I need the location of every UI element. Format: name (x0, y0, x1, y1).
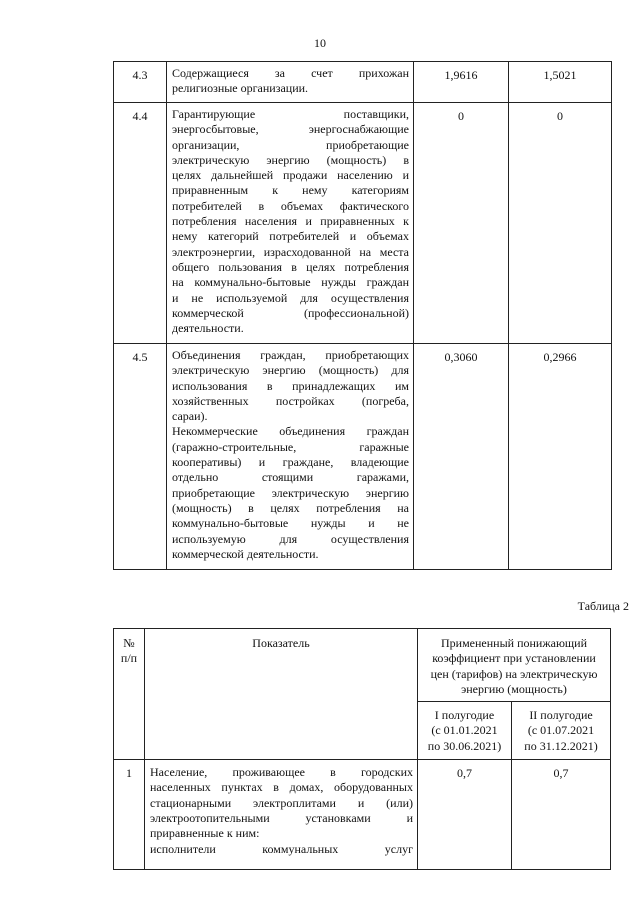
row-description: Население, проживающее в городских населенных пунктах в домах, оборудованных стационарными электроплитами и (или) электроотопительными установками и приравненные к ним: исполнители коммунальных услуг (145, 760, 418, 870)
row-number: 4.4 (114, 103, 167, 344)
row-description: Объединения граждан, приобретающих электрическую энергию (мощность) для использования в принадлежащих им хозяйственных постройках (погреба, сараи). Некоммерческие объединения граждан (гаражно-строительные, гаражные кооперативы) и граждане, владеющие отдельно стоящими гаражами, приобретающие электрическую энергию (мощность) в целях потребления на коммунально-бытовые нужды и не используемую для осуществления коммерческой деятельности. (167, 344, 414, 570)
row-description: Гарантирующие поставщики, энергосбытовые, энергоснабжающие организации, приобретающие электрическую энергию (мощность) в целях дальнейшей продажи населению и приравненным к нему категориям потребителей в объемах фактического потребления населения и приравненных к нему категорий потребителей и объемах электроэнергии, израсходованной на места общего пользования в целях потребления на коммунально-бытовые нужды граждан и не используемой для осуществления коммерческой (профессиональной) деятельности. (167, 103, 414, 344)
column-header-second-half: II полугодие (с 01.07.2021 по 31.12.2021) (512, 702, 611, 760)
value-first-half: 1,9616 (414, 62, 509, 103)
row-number: 4.3 (114, 62, 167, 103)
value-second-half: 0 (509, 103, 612, 344)
value-first-half: 0 (414, 103, 509, 344)
row-number: 4.5 (114, 344, 167, 570)
row-number: 1 (114, 760, 145, 870)
table-header-row (114, 629, 611, 702)
column-header-number: № п/п (114, 629, 145, 760)
table-row (114, 760, 611, 870)
value-second-half: 0,7 (512, 760, 611, 870)
table-row (114, 103, 612, 344)
value-first-half: 0,7 (418, 760, 512, 870)
table-caption: Таблица 2 (577, 599, 629, 613)
value-second-half: 0,2966 (509, 344, 612, 570)
table-row (114, 344, 612, 570)
column-header-coefficient: Примененный понижающий коэффициент при установлении цен (тарифов) на электрическую энергию (мощность) (418, 629, 611, 702)
reducing-coefficients-table (113, 628, 611, 870)
value-second-half: 1,5021 (509, 62, 612, 103)
row-description: Содержащиеся за счет прихожан религиозные организации. (167, 62, 414, 103)
value-first-half: 0,3060 (414, 344, 509, 570)
page-number: 10 (314, 36, 326, 50)
column-header-first-half: I полугодие (с 01.01.2021 по 30.06.2021) (418, 702, 512, 760)
table-row (114, 62, 612, 103)
column-header-indicator: Показатель (145, 629, 418, 760)
tariff-coefficients-table-continued (113, 61, 612, 570)
